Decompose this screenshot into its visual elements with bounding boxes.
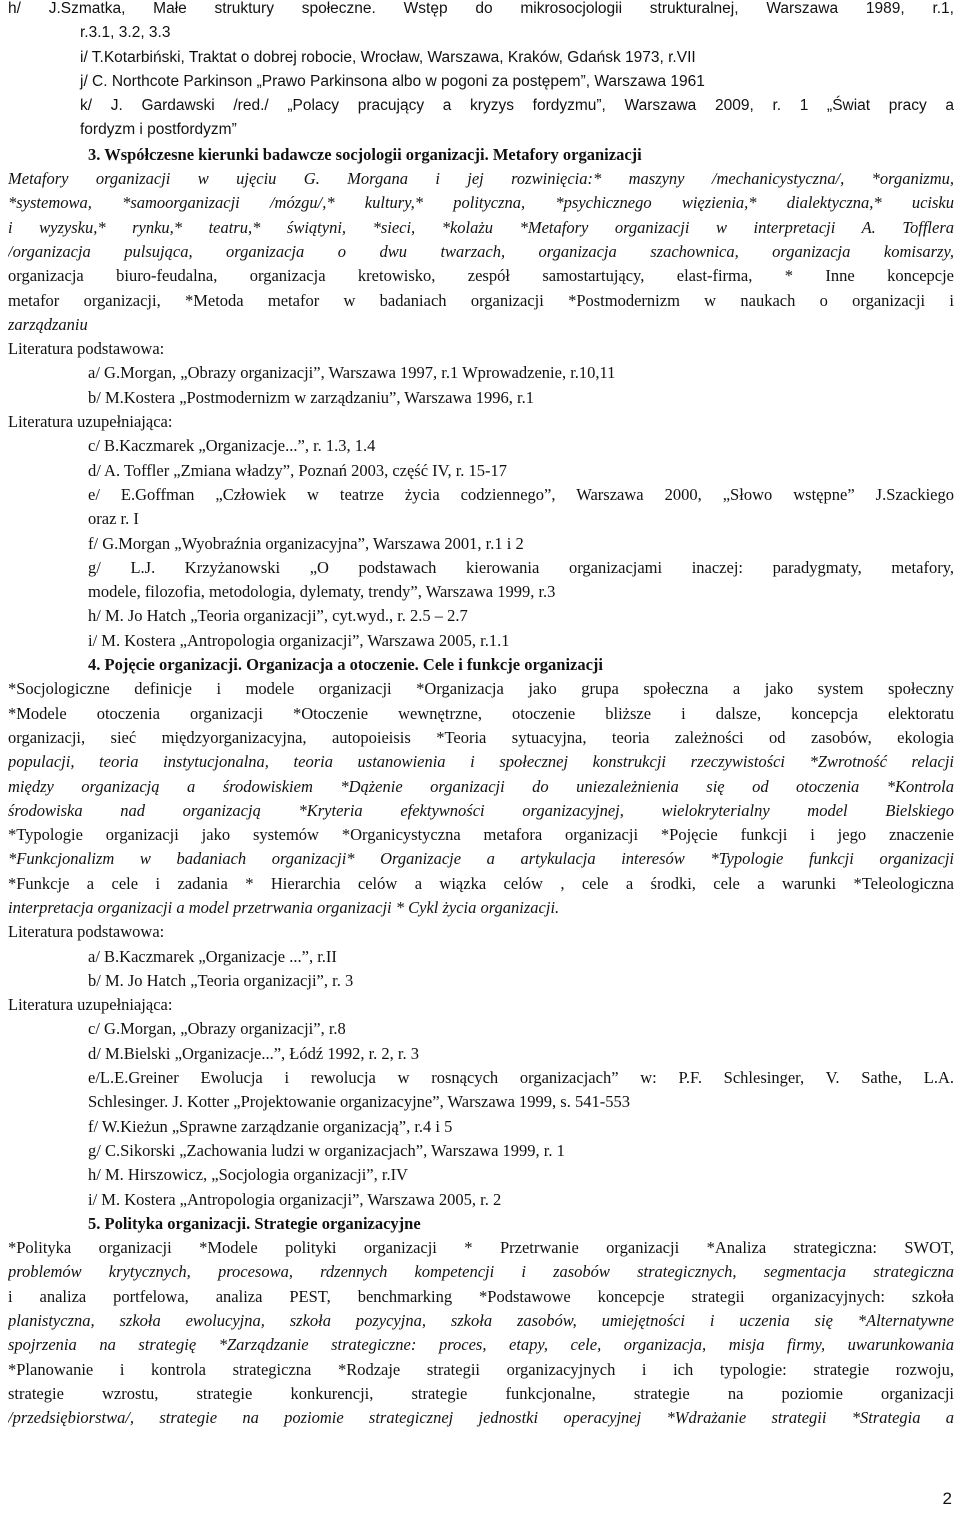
literature-label: Literatura podstawowa: [8, 339, 165, 359]
reference-line: modele, filozofia, metodologia, dylematy, trendy”, Warszawa 1999, r.3 [88, 582, 556, 602]
literature-label: Literatura uzupełniająca: [8, 995, 173, 1015]
section-heading: 4. Pojęcie organizacji. Organizacja a otoczenie. Cele i funkcje organizacji [88, 655, 604, 675]
body-line: problemów krytycznych, procesowa, rdzennych kompetencji i zasobów strategicznych, segmentacja strategiczna [8, 1262, 954, 1282]
section-heading: 3. Współczesne kierunki badawcze socjologii organizacji. Metafory organizacji [88, 144, 642, 164]
reference-line: a/ B.Kaczmarek „Organizacje ...”, r.II [88, 946, 337, 966]
body-line: /przedsiębiorstwa/, strategie na poziomie strategicznej jednostki operacyjnej *Wdrażanie strategii *Strategia a [8, 1408, 954, 1428]
body-line: i wyzysku,* rynku,* teatru,* świątyni, *sieci, *kolażu *Metafory organizacji w interpretacji A. Tofflera [8, 217, 954, 237]
reference-line: i/ T.Kotarbiński, Traktat o dobrej robocie, Wrocław, Warszawa, Kraków, Gdańsk 1973, r.VII [80, 48, 696, 66]
reference-line: k/ J. Gardawski /red./ „Polacy pracujący a kryzys fordyzmu”, Warszawa 2009, r. 1 „Świat pracy a [80, 97, 954, 115]
reference-line: h/ J.Szmatka, Małe struktury społeczne. Wstęp do mikrosocjologii strukturalnej, Warszawa 1989, r.1, [8, 0, 954, 17]
body-line: strategie wzrostu, strategie konkurencji, strategie funkcjonalne, strategie na poziomie organizacji [8, 1383, 954, 1403]
body-line: organizacja biuro-feudalna, organizacja kretowisko, zespół samostartujący, elast-firma, * Inne koncepcje [8, 266, 954, 286]
body-line: *Planowanie i kontrola strategiczna *Rodzaje strategii organizacyjnych i ich typologie: strategie rozwoju, [8, 1359, 954, 1379]
body-line: interpretacja organizacji a model przetrwania organizacji * Cykl życia organizacji. [8, 897, 560, 917]
reference-line: a/ G.Morgan, „Obrazy organizacji”, Warszawa 1997, r.1 Wprowadzenie, r.10,11 [88, 363, 616, 383]
reference-line: g/ C.Sikorski „Zachowania ludzi w organizacjach”, Warszawa 1999, r. 1 [88, 1140, 565, 1160]
body-line: między organizacją a środowiskiem *Dążenie organizacji do uniezależnienia się od otoczenia *Kontrola [8, 776, 954, 796]
reference-line: h/ M. Hirszowicz, „Socjologia organizacji”, r.IV [88, 1165, 408, 1185]
body-line: populacji, teoria instytucjonalna, teoria ustanowienia i społecznej konstrukcji rzeczywistości *Zwrotność relacji [8, 752, 954, 772]
section-heading: 5. Polityka organizacji. Strategie organizacyjne [88, 1213, 421, 1233]
body-line: *Funkcje a cele i zadania * Hierarchia celów a wiązka celów , cele a środki, cele a warunki *Teleologiczna [8, 873, 954, 893]
reference-line: fordyzm i postfordyzm” [80, 121, 237, 139]
body-line: *Typologie organizacji jako systemów *Organicystyczna metafora organizacji *Pojęcie funkcji i jego znaczenie [8, 825, 954, 845]
document-page [8, 0, 954, 1431]
body-line: *Modele otoczenia organizacji *Otoczenie wewnętrzne, otoczenie bliższe i dalsze, koncepcja elektoratu [8, 703, 954, 723]
reference-line: d/ M.Bielski „Organizacje...”, Łódź 1992, r. 2, r. 3 [88, 1043, 419, 1063]
reference-line: e/ E.Goffman „Człowiek w teatrze życia codziennego”, Warszawa 2000, „Słowo wstępne” J.Szackiego [88, 484, 954, 504]
body-line: organizacji, sieć międzyorganizacyjna, autopoieisis *Teoria sytuacyjna, teoria zależności od zasobów, ekologia [8, 727, 954, 747]
reference-line: f/ W.Kieżun „Sprawne zarządzanie organizacją”, r.4 i 5 [88, 1116, 453, 1136]
reference-line: Schlesinger. J. Kotter „Projektowanie organizacyjne”, Warszawa 1999, s. 541-553 [88, 1092, 630, 1112]
body-line: /organizacja pulsująca, organizacja o dwu twarzach, organizacja szachownica, organizacja komisarzy, [8, 241, 954, 261]
body-line: i analiza portfelowa, analiza PEST, benchmarking *Podstawowe koncepcje strategii organizacyjnych: szkoła [8, 1286, 954, 1306]
reference-line: b/ M.Kostera „Postmodernizm w zarządzaniu”, Warszawa 1996, r.1 [88, 387, 535, 407]
reference-line: h/ M. Jo Hatch „Teoria organizacji”, cyt.wyd., r. 2.5 – 2.7 [88, 606, 468, 626]
body-line: *Funkcjonalizm w badaniach organizacji* Organizacje a artykulacja interesów *Typologie funkcji organizacji [8, 849, 954, 869]
reference-line: i/ M. Kostera „Antropologia organizacji”, Warszawa 2005, r. 2 [88, 1189, 502, 1209]
page-number: 2 [942, 1488, 952, 1508]
reference-line: b/ M. Jo Hatch „Teoria organizacji”, r. 3 [88, 970, 354, 990]
body-line: *systemowa, *samoorganizacji /mózgu/,* kultury,* polityczna, *psychicznego więzienia,* dialektyczna,* ucisku [8, 193, 954, 213]
body-line: planistyczna, szkoła ewolucyjna, szkoła pozycyjna, szkoła zasobów, umiejętności i uczenia się *Alternatywne [8, 1311, 954, 1331]
body-line: metafor organizacji, *Metoda metafor w badaniach organizacji *Postmodernizm w naukach o organizacji i [8, 290, 954, 310]
reference-line: j/ C. Northcote Parkinson „Prawo Parkinsona albo w pogoni za postępem”, Warszawa 1961 [80, 72, 705, 90]
literature-label: Literatura podstawowa: [8, 922, 165, 942]
reference-line: g/ L.J. Krzyżanowski „O podstawach kierowania organizacjami inaczej: paradygmaty, metafory, [88, 557, 954, 577]
reference-line: i/ M. Kostera „Antropologia organizacji”, Warszawa 2005, r.1.1 [88, 630, 510, 650]
reference-line: c/ G.Morgan, „Obrazy organizacji”, r.8 [88, 1019, 346, 1039]
body-line: zarządzaniu [8, 314, 88, 334]
body-line: środowiska nad organizacją *Kryteria efektywności organizacyjnej, wielokryterialny model Bielskiego [8, 800, 954, 820]
reference-line: r.3.1, 3.2, 3.3 [80, 24, 171, 42]
body-line: Metafory organizacji w ujęciu G. Morgana i jej rozwinięcia:* maszyny /mechanicystyczna/, *organizmu, [8, 169, 954, 189]
reference-line: f/ G.Morgan „Wyobraźnia organizacyjna”, Warszawa 2001, r.1 i 2 [88, 533, 524, 553]
reference-line: oraz r. I [88, 509, 139, 529]
body-line: spojrzenia na strategię *Zarządzanie strategiczne: proces, etapy, cele, organizacja, misja firmy, uwarunkowania [8, 1335, 954, 1355]
reference-line: c/ B.Kaczmarek „Organizacje...”, r. 1.3, 1.4 [88, 436, 376, 456]
body-line: *Polityka organizacji *Modele polityki organizacji * Przetrwanie organizacji *Analiza strategiczna: SWOT, [8, 1238, 954, 1258]
reference-line: d/ A. Toffler „Zmiana władzy”, Poznań 2003, część IV, r. 15-17 [88, 460, 508, 480]
literature-label: Literatura uzupełniająca: [8, 412, 173, 432]
body-line: *Socjologiczne definicje i modele organizacji *Organizacja jako grupa społeczna a jako system społeczny [8, 679, 954, 699]
reference-line: e/L.E.Greiner Ewolucja i rewolucja w rosnących organizacjach” w: P.F. Schlesinger, V. Sathe, L.A. [88, 1068, 954, 1088]
